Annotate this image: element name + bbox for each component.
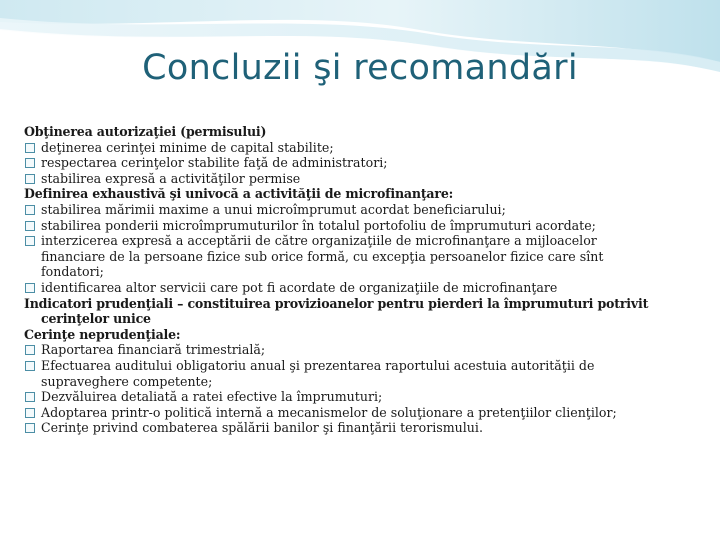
list-item-text: Adoptarea printr-o politică internă a mecanismelor de soluţionare a pretenţiilor clienţilor; (41, 404, 617, 420)
list-item (24, 342, 692, 358)
list-item (24, 389, 692, 405)
list-item (24, 405, 692, 421)
square-bullet-icon (25, 174, 35, 184)
square-bullet-icon (25, 143, 35, 153)
square-bullet-icon (25, 205, 35, 215)
list-item-text: stabilirea mărimii maxime a unui microîmprumut acordat beneficiarului; (41, 201, 506, 217)
section-heading-text: Obţinerea autorizaţiei (permisului) (24, 124, 267, 139)
list-item-text: stabilirea ponderii microîmprumuturilor în totalul portofoliu de împrumuturi acordate; (41, 217, 596, 233)
list-item (24, 420, 692, 436)
continuation-line: cerinţelor unice (41, 311, 151, 327)
list-item (24, 202, 692, 218)
section-heading-text: Indicatori prudenţiali – constituirea provizioanelor pentru pierderi la împrumuturi potrivit (24, 295, 649, 311)
list-item (24, 155, 692, 171)
section-heading (24, 186, 692, 202)
section-heading (24, 327, 692, 343)
list-item-text: interzicerea expresă a acceptării de către organizaţiile de microfinanţare a mijloacelor (41, 233, 597, 249)
section-heading (24, 124, 692, 140)
section-heading (24, 296, 692, 312)
content-list (24, 124, 692, 436)
section-heading-text: Definirea exhaustivă şi univocă a activităţii de microfinanţare: (24, 186, 454, 202)
square-bullet-icon (25, 423, 35, 433)
section-heading-text: Cerinţe neprudenţiale: (24, 326, 181, 342)
continuation-line: financiare de la persoane fizice sub orice formă, cu excepţia persoanelor fizice care sînt (41, 248, 604, 264)
slide-title: Concluzii şi recomandări (142, 48, 578, 88)
square-bullet-icon (25, 392, 35, 402)
list-item (24, 280, 692, 296)
square-bullet-icon (25, 158, 35, 168)
list-item (24, 358, 692, 374)
list-item-text: Dezvăluirea detaliată a ratei efective la împrumuturi; (41, 389, 383, 405)
list-item-text: respectarea cerinţelor stabilite faţă de administratori; (41, 155, 388, 171)
list-item-text: stabilirea expresă a activităţilor permise (41, 170, 301, 186)
square-bullet-icon (25, 236, 35, 246)
continuation-line: supraveghere competente; (41, 373, 213, 389)
list-item-text: identificarea altor servicii care pot fi acordate de organizaţiile de microfinanţare (41, 279, 558, 295)
list-item-text: Raportarea financiară trimestrială; (41, 342, 266, 358)
list-item (24, 233, 692, 249)
square-bullet-icon (25, 283, 35, 293)
list-item-text: Efectuarea auditului obligatoriu anual şi prezentarea raportului acestuia autorităţii de (41, 357, 595, 373)
square-bullet-icon (25, 361, 35, 371)
list-item (24, 171, 692, 187)
square-bullet-icon (25, 408, 35, 418)
square-bullet-icon (25, 221, 35, 231)
list-item-text: Cerinţe privind combaterea spălării banilor şi finanţării terorismului. (41, 420, 483, 436)
list-item (24, 140, 692, 156)
square-bullet-icon (25, 345, 35, 355)
list-item (24, 218, 692, 234)
continuation-line: fondatori; (41, 264, 104, 280)
list-item-text: deţinerea cerinţei minime de capital stabilite; (41, 139, 334, 155)
